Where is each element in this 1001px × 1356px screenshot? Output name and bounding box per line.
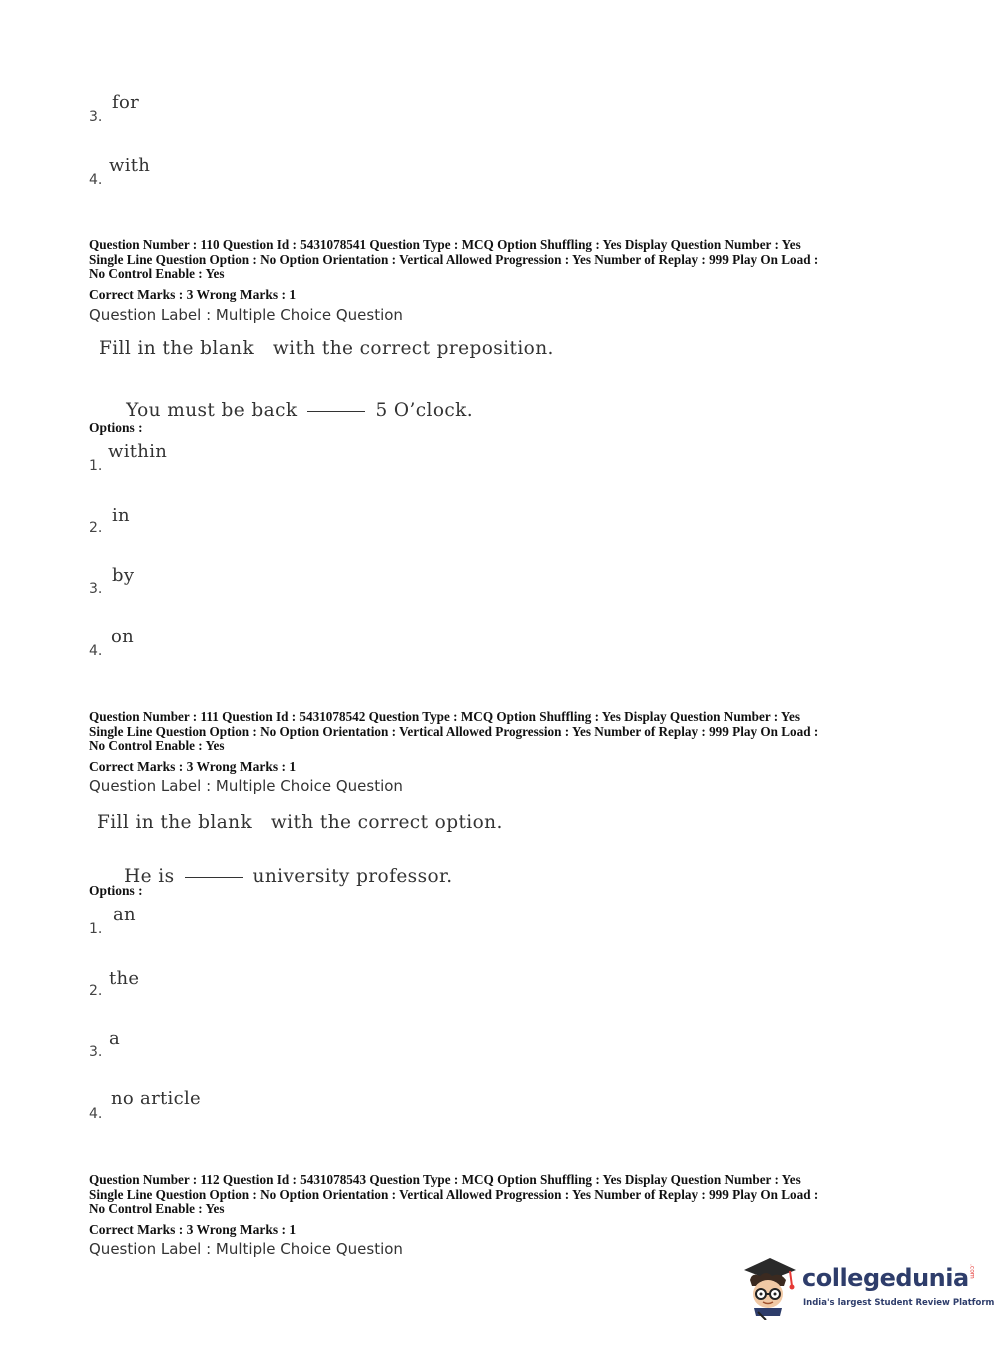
option-text: for (112, 92, 140, 113)
marks-info: Correct Marks : 3 Wrong Marks : 1 (89, 287, 297, 302)
options-heading: Options : (89, 420, 143, 435)
question-label: Question Label : Multiple Choice Question (89, 777, 403, 795)
meta-line: No Control Enable : Yes (89, 1201, 225, 1217)
question-meta (89, 238, 919, 282)
meta-line: Question Number : 112 Question Id : 5431078543 Question Type : MCQ Option Shuffling : Yes Display Question Number : Yes (89, 1172, 801, 1187)
option-text: on (111, 626, 135, 647)
meta-line: Single Line Question Option : No Option Orientation : Vertical Allowed Progression : Yes Number of Replay : 999 Play On Load : (89, 251, 819, 267)
option-number: 4. (89, 643, 103, 659)
question-label: Question Label : Multiple Choice Question (89, 1240, 403, 1258)
option-number: 2. (89, 520, 103, 536)
option-number: 2. (89, 983, 103, 999)
meta-line: Single Line Question Option : No Option Orientation : Vertical Allowed Progression : Yes Number of Replay : 999 Play On Load : (89, 1186, 819, 1202)
logo-tagline: India's largest Student Review Platform (803, 1298, 995, 1308)
option-text: by (112, 565, 135, 586)
question-sentence (99, 845, 453, 908)
meta-line: Question Number : 111 Question Id : 5431078542 Question Type : MCQ Option Shuffling : Yes Display Question Number : Yes (89, 709, 800, 724)
option-number: 1. (89, 458, 103, 474)
option-number: 3. (89, 581, 103, 597)
question-meta (89, 1173, 919, 1217)
blank-line (307, 411, 365, 412)
option-text: with (109, 155, 151, 176)
question-label: Question Label : Multiple Choice Question (89, 306, 403, 324)
brand-suffix: .com (968, 1264, 976, 1279)
question-meta (89, 710, 919, 754)
meta-line: No Control Enable : Yes (89, 266, 225, 282)
question-sentence (101, 379, 473, 442)
option-text: a (109, 1028, 121, 1049)
question-instruction: Fill in the blank with the correct option. (97, 812, 503, 833)
option-number: 3. (89, 1044, 103, 1060)
graduate-mascot-icon (740, 1250, 798, 1320)
option-text: in (112, 505, 130, 526)
meta-line: Question Number : 110 Question Id : 5431078541 Question Type : MCQ Option Shuffling : Yes Display Question Number : Yes (89, 237, 801, 252)
option-text: an (113, 904, 136, 925)
blank-line (185, 877, 243, 878)
sentence-before: He is (124, 866, 175, 887)
collegedunia-logo (740, 1250, 995, 1322)
option-number: 4. (89, 172, 103, 188)
logo-wordmark (802, 1264, 976, 1292)
sentence-before: You must be back (126, 400, 298, 421)
meta-line: No Control Enable : Yes (89, 738, 225, 754)
sentence-after: university professor. (252, 866, 453, 887)
options-heading: Options : (89, 883, 143, 898)
option-number: 4. (89, 1106, 103, 1122)
option-number: 3. (89, 109, 103, 125)
marks-info: Correct Marks : 3 Wrong Marks : 1 (89, 759, 297, 774)
option-text: the (109, 968, 140, 989)
sentence-after: 5 O’clock. (375, 400, 474, 421)
marks-info: Correct Marks : 3 Wrong Marks : 1 (89, 1222, 297, 1237)
option-number: 1. (89, 921, 103, 937)
meta-line: Single Line Question Option : No Option Orientation : Vertical Allowed Progression : Yes Number of Replay : 999 Play On Load : (89, 723, 819, 739)
option-text: within (108, 441, 168, 462)
brand-name: collegedunia (802, 1264, 969, 1292)
option-text: no article (111, 1088, 201, 1109)
question-instruction: Fill in the blank with the correct preposition. (99, 338, 554, 359)
